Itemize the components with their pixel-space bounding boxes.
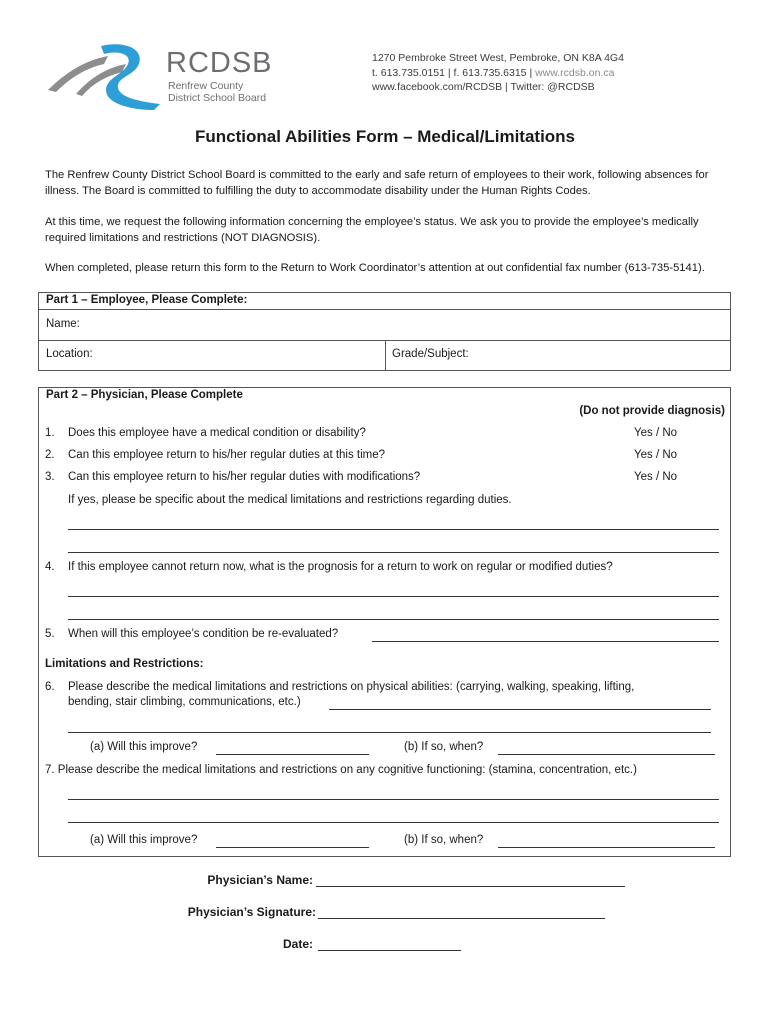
q6-text-line1: Please describe the medical limitations and restrictions on physical abilities: (carrying, walking, speaking, lifting,: [68, 681, 635, 693]
q3-text: Can this employee return to his/her regular duties with modifications?: [68, 471, 421, 483]
q7-text: 7. Please describe the medical limitations and restrictions on any cognitive functioning: (stamina, concentration, etc.): [45, 764, 637, 776]
part1-heading: Part 1 – Employee, Please Complete:: [46, 294, 248, 306]
q7-improve-line[interactable]: [216, 847, 369, 848]
q3-answer-line-2[interactable]: [68, 552, 719, 553]
limitations-heading: Limitations and Restrictions:: [45, 658, 204, 670]
physician-name-line[interactable]: [316, 886, 625, 887]
q6-improve-label: (a) Will this improve?: [90, 741, 198, 753]
q1-number: 1.: [45, 427, 55, 439]
intro-paragraph-3: When completed, please return this form to the Return to Work Coordinator’s attention at out confidential fax number (613-735-5141).: [45, 262, 705, 274]
part2-heading: Part 2 – Physician, Please Complete: [46, 389, 243, 401]
brand-subtitle-line2: District School Board: [168, 92, 267, 104]
divider: [39, 309, 730, 310]
brand-subtitle-line1: Renfrew County: [168, 80, 244, 92]
q5-number: 5.: [45, 628, 55, 640]
location-label: Location:: [46, 348, 93, 360]
q6-answer-line-2[interactable]: [68, 732, 711, 733]
q3-answer-line-1[interactable]: [68, 529, 719, 530]
address: 1270 Pembroke Street West, Pembroke, ON K8A 4G4: [372, 52, 624, 64]
q6-when-line[interactable]: [498, 754, 715, 755]
q6-when-label: (b) If so, when?: [404, 741, 484, 753]
q7-when-label: (b) If so, when?: [404, 834, 484, 846]
part2-physician-section: [38, 387, 731, 857]
date-label: Date:: [282, 937, 313, 951]
website-link[interactable]: www.rcdsb.on.ca: [535, 67, 615, 79]
q6-number: 6.: [45, 681, 55, 693]
q4-number: 4.: [45, 561, 55, 573]
form-title: Functional Abilities Form – Medical/Limitations: [194, 127, 576, 146]
intro-paragraph-2: At this time, we request the following information concerning the employee’s status. We ask you to provide the employee’s medically required limitations and restrictions (NOT DIAGNOSIS).: [45, 216, 699, 244]
diagnosis-note: (Do not provide diagnosis): [579, 405, 725, 417]
name-label: Name:: [46, 318, 80, 330]
q1-yes-no[interactable]: Yes / No: [634, 427, 678, 439]
physician-name-label: Physician’s Name:: [207, 873, 313, 887]
rcdsb-logo-icon: [46, 42, 166, 112]
q7-answer-line-1[interactable]: [68, 799, 719, 800]
q1-text: Does this employee have a medical condition or disability?: [68, 427, 366, 439]
social-links: www.facebook.com/RCDSB | Twitter: @RCDSB: [372, 81, 595, 93]
q3-yes-no[interactable]: Yes / No: [634, 471, 678, 483]
physician-signature-line[interactable]: [318, 918, 605, 919]
q2-text: Can this employee return to his/her regular duties at this time?: [68, 449, 386, 461]
q6-text-line2: bending, stair climbing, communications, etc.): [68, 696, 301, 708]
q4-answer-line-1[interactable]: [68, 596, 719, 597]
grade-subject-label: Grade/Subject:: [392, 348, 469, 360]
q7-improve-label: (a) Will this improve?: [90, 834, 198, 846]
q5-answer-line[interactable]: [372, 641, 719, 642]
q5-text: When will this employee’s condition be re-evaluated?: [68, 628, 339, 640]
q3-followup: If yes, please be specific about the medical limitations and restrictions regarding duties.: [68, 494, 512, 506]
q4-answer-line-2[interactable]: [68, 619, 719, 620]
phones: t. 613.735.0151 | f. 613.735.6315 |: [372, 67, 533, 79]
intro-paragraph-1: The Renfrew County District School Board is committed to the early and safe return of employees to their work, following absences for illness. The Board is committed to fulfilling the duty to accommodate disability under the Human Rights Codes.: [45, 169, 709, 197]
q3-number: 3.: [45, 471, 55, 483]
q6-improve-line[interactable]: [216, 754, 369, 755]
q4-text: If this employee cannot return now, what is the prognosis for a return to work on regular or modified duties?: [68, 561, 613, 573]
date-line[interactable]: [318, 950, 461, 951]
q6-answer-line-1[interactable]: [329, 709, 711, 710]
q7-answer-line-2[interactable]: [68, 822, 719, 823]
divider: [385, 340, 386, 371]
part1-employee-section: [38, 292, 731, 371]
phone-fax-web: [372, 66, 614, 80]
brand-name: RCDSB: [166, 47, 273, 79]
q2-yes-no[interactable]: Yes / No: [634, 449, 678, 461]
physician-signature-label: Physician’s Signature:: [187, 905, 316, 919]
q7-when-line[interactable]: [498, 847, 715, 848]
q2-number: 2.: [45, 449, 55, 461]
